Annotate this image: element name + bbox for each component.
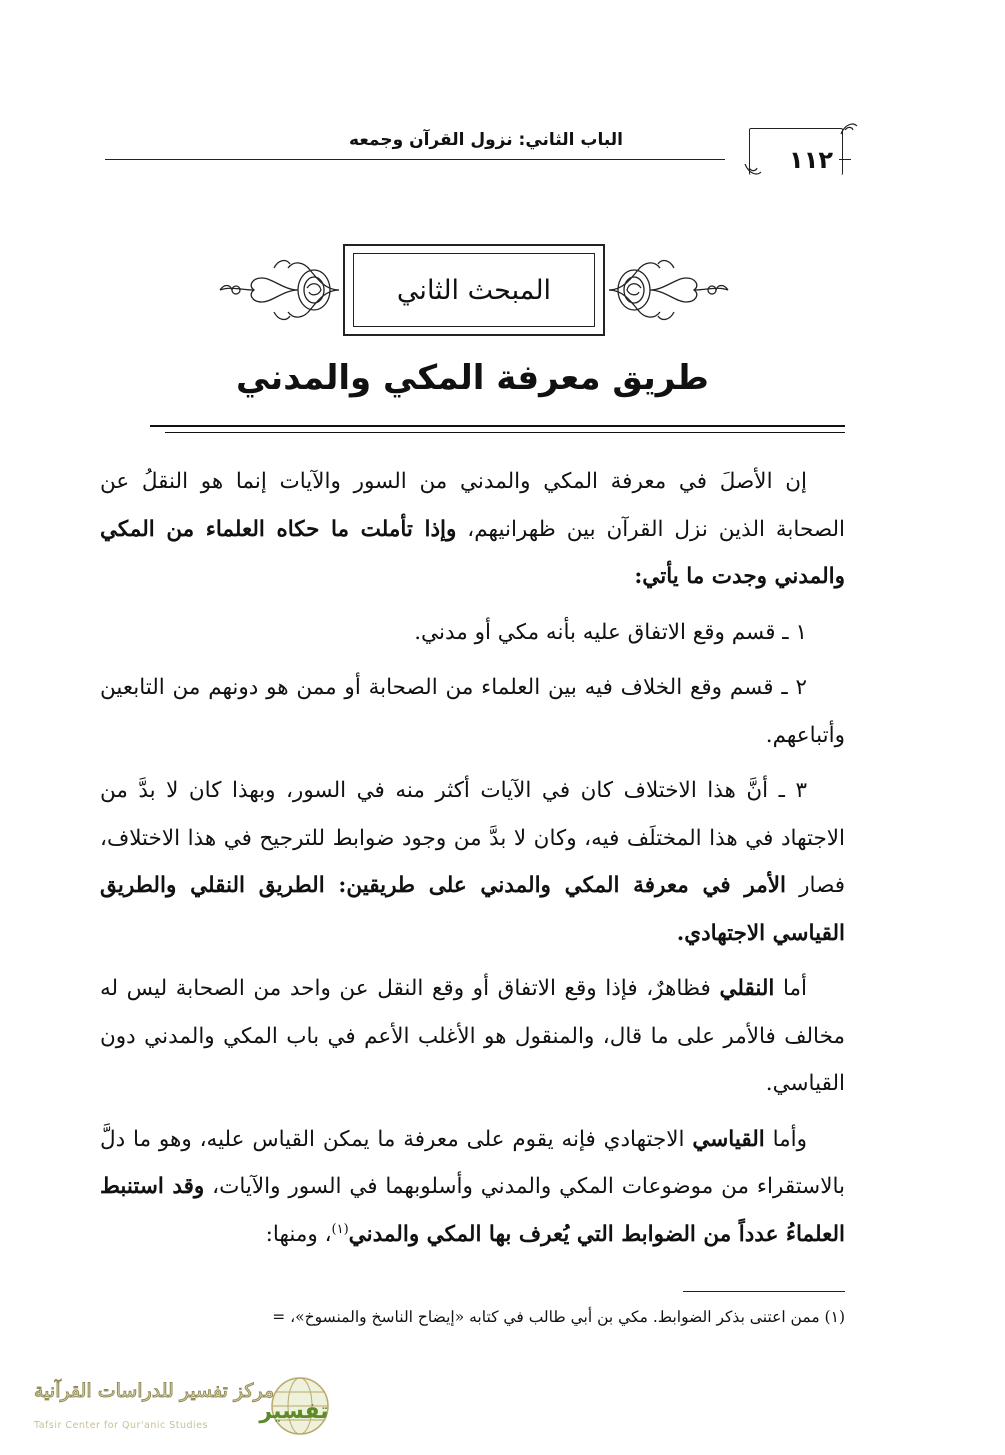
logo-text: مركز تفسير للدراسات القرآنية — [34, 1380, 275, 1402]
logo-subtitle: Tafsir Center for Qur'anic Studies — [34, 1420, 208, 1431]
footnote-rule — [683, 1291, 845, 1292]
header-rule — [105, 159, 725, 160]
text-run: إن الأصلَ في معرفة المكي والمدني من السور والآيات إنما هو النقلُ عن الصحابة الذين نزل القرآن بين ظهرانيهم، — [100, 469, 845, 542]
text-run: أما — [774, 976, 808, 1001]
paragraph-naqli — [100, 965, 845, 1108]
list-item-1: ١ ـ قسم وقع الاتفاق عليه بأنه مكي أو مدني. — [414, 619, 807, 645]
text-run-bold: القياسي — [692, 1126, 765, 1152]
chapter-title: طريق معرفة المكي والمدني — [236, 358, 709, 398]
corner-flourish-icon — [839, 120, 859, 136]
footnote: (١) ممن اعتنى بذكر الضوابط. مكي بن أبي طالب في كتابه «إيضاح الناسخ والمنسوخ»، = — [272, 1308, 845, 1326]
paragraph-qiyasi — [100, 1116, 845, 1259]
running-title: الباب الثاني: نزول القرآن وجمعه — [349, 130, 623, 150]
footnote-reference: (١) — [331, 1221, 349, 1237]
corner-flourish-icon — [743, 162, 763, 178]
text-run: ٣ ـ أنَّ هذا الاختلاف كان في الآيات أكثر منه في السور، وبهذا كان لا بدَّ من الاجتهاد في هذا المختلَف فيه، وكان لا بدَّ من وجود ضوابط للترجيح في هذا الاختلاف، فصار — [100, 778, 845, 898]
text-run: وأما — [764, 1126, 807, 1152]
section-label-inner-frame — [353, 253, 595, 327]
paragraph-intro — [100, 458, 845, 601]
text-run-bold: وإذا تأملت ما حكاه العلماء من المكي والمدني وجدت ما يأتي: — [100, 516, 845, 589]
header-dash — [839, 159, 851, 160]
arabesque-ornament-icon — [214, 250, 339, 330]
text-run: فظاهرٌ، فإذا وقع الاتفاق أو وقع النقل عن واحد من الصحابة ليس له مخالف فالأمر على ما قال، والمنقول هو الأغلب الأعم في باب المكي والمدني دون القياسي. — [100, 976, 845, 1096]
title-rule — [150, 425, 845, 427]
text-run: الاجتهادي فإنه يقوم على معرفة ما يمكن القياس عليه، وهو ما دلَّ بالاستقراء من موضوعات المكي والمدني وأسلوبهما في السور والآيات، — [100, 1126, 845, 1199]
section-label: المبحث الثاني — [396, 274, 552, 306]
list-item-2: ٢ ـ قسم وقع الخلاف فيه بين العلماء من الصحابة أو ممن هو دونهم من التابعين وأتباعهم. — [100, 675, 845, 748]
text-run-bold: وقد استنبط العلماءُ عدداً من الضوابط التي يُعرف بها المكي والمدني — [100, 1174, 845, 1247]
text-run: ، ومنها: — [265, 1221, 332, 1247]
running-header — [105, 120, 845, 182]
globe-emblem-icon — [254, 1374, 336, 1444]
emblem-text: تفسير — [259, 1399, 329, 1424]
text-run-bold: النقلي — [719, 976, 775, 1001]
section-label-frame — [343, 244, 605, 336]
publisher-logo — [8, 1374, 338, 1444]
page-number: ١١٢ — [789, 146, 833, 174]
list-item-3 — [100, 767, 845, 957]
text-run-bold: الأمر في معرفة المكي والمدني على طريقين: الطريق النقلي والطريق القياسي الاجتهادي. — [100, 873, 845, 946]
body-text — [100, 458, 845, 1266]
arabesque-ornament-icon — [609, 250, 734, 330]
title-rule-thin — [165, 432, 845, 433]
